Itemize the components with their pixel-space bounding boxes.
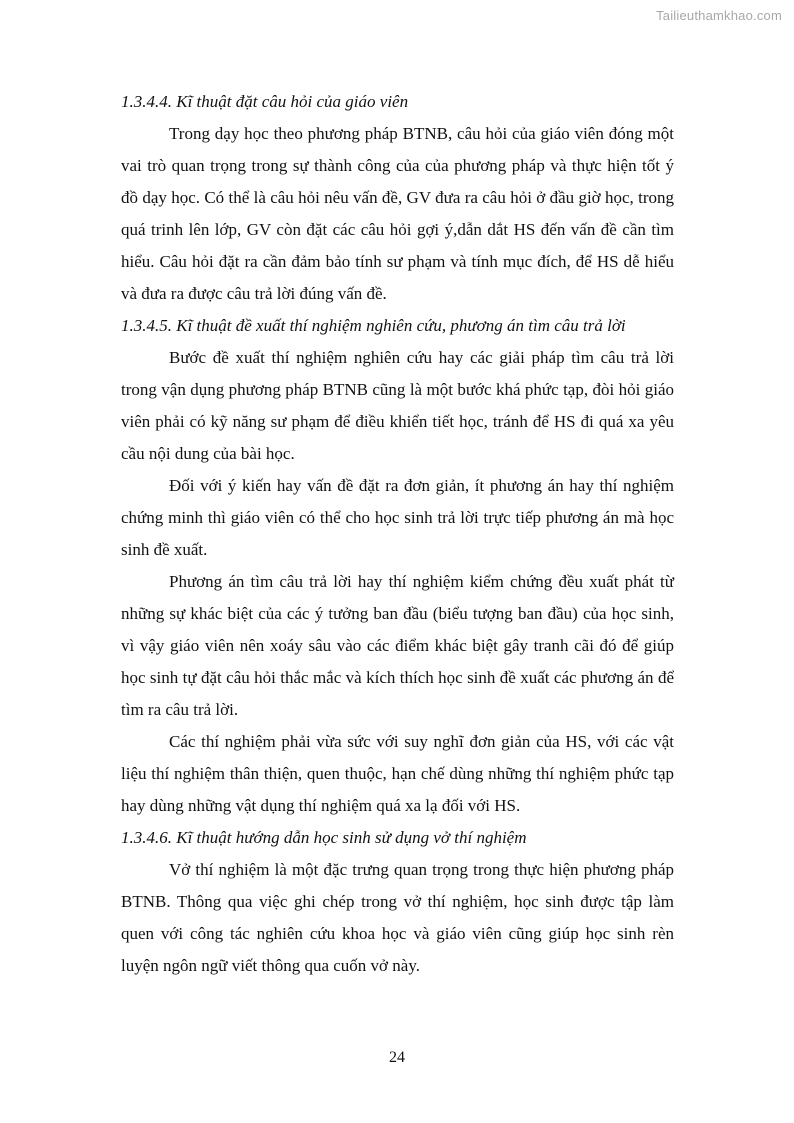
document-content [121,86,674,982]
paragraph-experiment-materials: Các thí nghiệm phải vừa sức với suy nghĩ đơn giản của HS, với các vật liệu thí nghiệm thân thiện, quen thuộc, hạn chế dùng những thí nghiệm phức tạp hay dùng những vật dụng thí nghiệm quá xa lạ đối với HS. [121,732,674,815]
paragraph-answer-search: Phương án tìm câu trả lời hay thí nghiệm kiểm chứng đều xuất phát từ những sự khác biệt của các ý tưởng ban đầu (biểu tượng ban đầu) của học sinh, vì vậy giáo viên nên xoáy sâu vào các điểm khác biệt gây tranh cãi đó để giúp học sinh tự đặt câu hỏi thắc mắc và kích thích học sinh đề xuất các phương án để tìm ra câu trả lời. [121,572,674,719]
paragraph-experiment-notebook: Vở thí nghiệm là một đặc trưng quan trọng trong thực hiện phương pháp BTNB. Thông qua việc ghi chép trong vở thí nghiệm, học sinh được tập làm quen với công tác nghiên cứu khoa học và giáo viên cũng giúp học sinh rèn luyện ngôn ngữ viết thông qua cuốn vở này. [121,860,674,975]
paragraph-question-technique: Trong dạy học theo phương pháp BTNB, câu hỏi của giáo viên đóng một vai trò quan trọng trong sự thành công của của phương pháp và thực hiện tốt ý đồ dạy học. Có thể là câu hỏi nêu vấn đề, GV đưa ra câu hỏi ở đầu giờ học, trong quá trinh lên lớp, GV còn đặt các câu hỏi gợi ý,dẫn dắt HS đến vấn đề cần tìm hiểu. Câu hỏi đặt ra cần đảm bảo tính sư phạm và tính mục đích, để HS dễ hiểu và đưa ra được câu trả lời đúng vấn đề. [121,124,674,303]
section-heading-1-3-4-4: 1.3.4.4. Kĩ thuật đặt câu hỏi của giáo viên [121,92,409,111]
section-heading-1-3-4-6: 1.3.4.6. Kĩ thuật hướng dẫn học sinh sử dụng vở thí nghiệm [121,828,527,847]
page-number: 24 [389,1049,405,1066]
section-heading-1-3-4-5: 1.3.4.5. Kĩ thuật đề xuất thí nghiệm nghiên cứu, phương án tìm câu trả lời [121,316,626,335]
watermark-text: Tailieuthamkhao.com [656,8,782,23]
paragraph-experiment-proposal: Bước đề xuất thí nghiệm nghiên cứu hay các giải pháp tìm câu trả lời trong vận dụng phương pháp BTNB cũng là một bước khá phức tạp, đòi hỏi giáo viên phải có kỹ năng sư phạm để điều khiển tiết học, tránh để HS đi quá xa yêu cầu nội dung của bài học. [121,348,674,463]
paragraph-simple-ideas: Đối với ý kiến hay vấn đề đặt ra đơn giản, ít phương án hay thí nghiệm chứng minh thì giáo viên có thể cho học sinh trả lời trực tiếp phương án mà học sinh đề xuất. [121,476,674,559]
